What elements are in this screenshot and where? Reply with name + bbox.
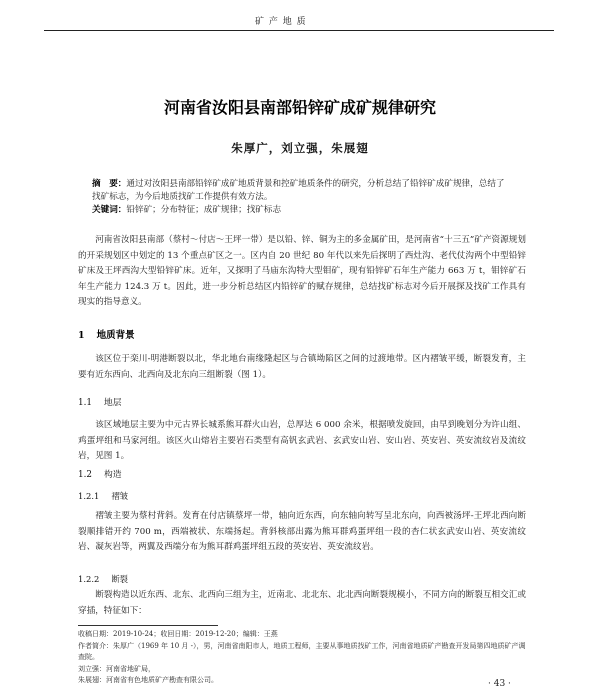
footnote-author-bio: 作者简介：朱厚广（1969 年 10 月 -），男，河南省南阳市人，地质工程师，主要从事地质找矿工作，河南省地质矿产勘查开发局第四地质矿产调查院。 [78, 641, 526, 661]
section-heading-1-2 [78, 467, 122, 480]
page-number: · 43 · [488, 679, 511, 689]
section-number: 1.2.1 [78, 491, 100, 501]
section-1-paragraph: 该区位于栾川-明港断裂以北，华北地台南缘隆起区与合镇坳陷区之间的过渡地带。区内褶皱平缓，断裂发育，主要有近东西向、北西向及北东向三组断裂（图 1）。 [78, 354, 526, 380]
intro-paragraph: 河南省汝阳县南部（蔡村～付店～王坪一带）是以铅、锌、铜为主的多金属矿田，是河南省“十三五”矿产资源规划的开采规划区中划定的 13 个重点矿区之一。区内自 20 世纪 80 年代以来先后探明了西灶沟、老代仗沟两个中型铅锌矿床及王坪西沟大型铅锌矿床。近年，又探明了马庙东沟特大型钼矿，现有铅锌矿石年生产能力 663 万 t，钼锌矿石年生产能力 124.3 万 t。因此，进一步分析总结区内铅锌矿的赋存规律，总结找矿标志对今后开展探及找矿工作具有现实的指导意义。 [78, 235, 526, 307]
section-1-2-2-paragraph: 断裂构造以近东西、北东、北西向三组为主，近南北、北北东、北北西向断裂规模小，不同方向的断裂互相交汇或穿插，特征如下： [78, 590, 526, 616]
section-heading-1-1 [78, 395, 122, 408]
header-rule [44, 30, 554, 31]
section-1-1-paragraph: 该区域地层主要为中元古界长城系熊耳群火山岩，总厚达 6 000 余米，根据喷发旋回，由早到晚划分为许山组、鸡蛋坪组和马家河组。该区火山熔岩主要岩石类型有高钒玄武岩、玄武安山岩、安山岩、英安岩、英安流纹岩及流纹岩，见图 1。 [78, 420, 526, 461]
footnote-rule [78, 625, 218, 626]
article-title: 河南省汝阳县南部铅锌矿成矿规律研究 [163, 98, 436, 117]
abstract-block [92, 178, 512, 217]
section-title: 褶皱 [111, 491, 129, 501]
footnote-coauthor-1: 刘立强：河南省地矿局， [78, 664, 155, 673]
section-1-2-1-paragraph: 褶皱主要为蔡村背斜。发育在付店镇蔡坪一带，轴向近东西，向东轴向转写呈北东向，向西被汤坪-王坪北西向断裂顺排错开约 700 m，西端被状、东端扬起。背斜核部出露为熊耳群鸡蛋坪组一段的杏仁状玄武安山岩、英安流纹岩、凝灰岩等，两翼及西端分布为熊耳群鸡蛋坪组五段的英安岩、英安流纹岩。 [78, 511, 526, 552]
footnotes [78, 629, 528, 687]
abstract-paragraph [92, 178, 512, 204]
running-head: 矿 产 地 质 [255, 17, 307, 27]
abstract-text: 通过对汝阳县南部铅锌矿成矿地质背景和控矿地质条件的研究，分析总结了铅锌矿成矿规律，总结了找矿标志，为今后地质找矿工作提供有效方法。 [92, 179, 505, 202]
keywords-label: 关键词： [92, 205, 127, 215]
section-heading-1-2-1 [78, 490, 128, 502]
footnote-coauthor-2: 朱展翅：河南省有色地质矿产勘查有限公司。 [78, 676, 218, 684]
section-number: 1.2.2 [78, 574, 100, 584]
article-authors: 朱厚广，刘立强，朱展翅 [231, 141, 369, 155]
section-title: 构造 [104, 470, 122, 480]
abstract-label: 摘 要： [92, 179, 127, 189]
footnote-received: 收稿日期：2019-10-24；收回日期：2019-12-20；编辑：王燕 [78, 630, 278, 638]
section-heading-1 [78, 327, 135, 341]
keywords-paragraph [92, 204, 512, 217]
section-number: 1.2 [78, 470, 92, 480]
keywords-text: 铅锌矿；分布特征；成矿规律；找矿标志 [126, 205, 282, 215]
section-title: 地层 [104, 398, 122, 408]
section-number: 1.1 [78, 398, 92, 408]
section-title: 断裂 [111, 574, 129, 584]
section-title: 地质背景 [96, 330, 135, 341]
section-heading-1-2-2 [78, 573, 128, 585]
section-number: 1 [78, 330, 85, 341]
